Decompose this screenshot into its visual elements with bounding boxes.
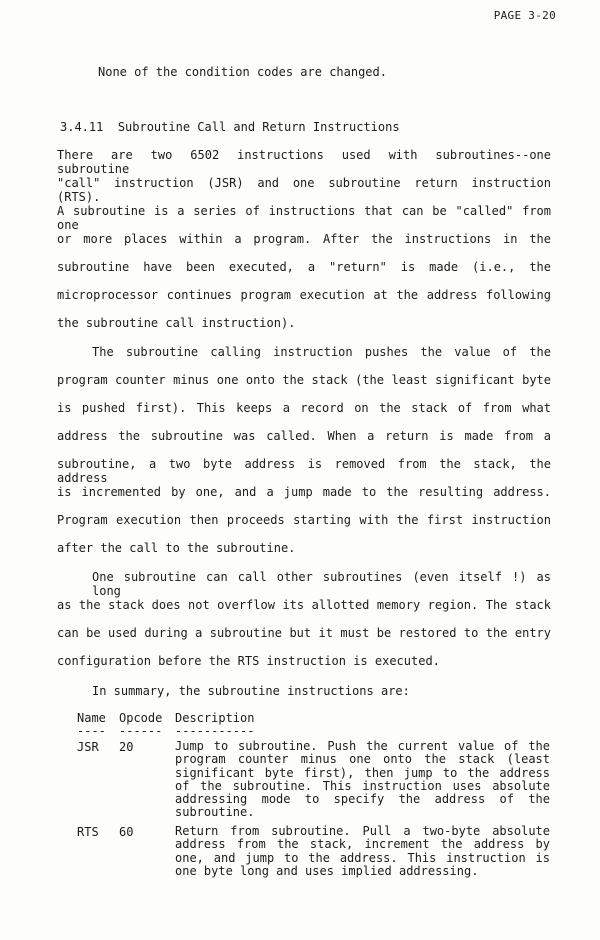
body-line: subroutine have been executed, a "return" is made (i.e., the — [57, 260, 551, 274]
body-line: microprocessor continues program execution at the address following — [57, 288, 551, 302]
summary-line: In summary, the subroutine instructions are: — [92, 684, 410, 698]
body-line: after the call to the subroutine. — [57, 541, 296, 555]
header-description: Description — [175, 711, 255, 725]
body-line: address the subroutine was called. When a return is made from a — [57, 429, 551, 443]
body-line: program counter minus one onto the stack (the least significant byte — [57, 373, 551, 387]
body-line: A subroutine is a series of instructions that can be "called" from one — [57, 204, 551, 232]
body-line: as the stack does not overflow its allotted memory region. The stack — [57, 598, 551, 612]
header-name: Name — [77, 711, 106, 725]
header-description-underline: ----------- — [175, 724, 255, 738]
body-line: or more places within a program. After the instructions in the — [57, 232, 551, 246]
section-number: 3.4.11 — [60, 120, 104, 134]
header-opcode: Opcode — [119, 711, 163, 725]
body-line: subroutine, a two byte address is removed from the stack, the address — [57, 457, 551, 485]
body-line: One subroutine can call other subroutines (even itself !) as long — [92, 570, 551, 598]
header-name-underline: ---- — [77, 724, 106, 738]
body-line: The subroutine calling instruction pushes the value of the — [92, 345, 551, 359]
intro-line: None of the condition codes are changed. — [98, 65, 387, 79]
instruction-name: JSR — [77, 740, 99, 754]
body-line: There are two 6502 instructions used with subroutines--one subroutine — [57, 148, 551, 176]
body-line: Program execution then proceeds starting with the first instruction — [57, 513, 551, 527]
body-line: the subroutine call instruction). — [57, 316, 296, 330]
section-heading — [60, 120, 400, 134]
header-opcode-underline: ------ — [119, 724, 163, 738]
instruction-name: RTS — [77, 825, 99, 839]
instruction-description: Jump to subroutine. Push the current value of the program counter minus one onto the stack (least significant byte first), then jump to the address of the subroutine. This instruction uses absolute addressing mode to specify the address of the subroutine. — [175, 739, 550, 820]
body-line: "call" instruction (JSR) and one subroutine return instruction (RTS). — [57, 176, 551, 204]
instruction-opcode: 60 — [119, 825, 134, 839]
instruction-description: Return from subroutine. Pull a two-byte absolute address from the stack, increment the address by one, and jump to the address. This instruction is one byte long and uses implied addressing. — [175, 824, 550, 878]
body-line: is incremented by one, and a jump made to the resulting address. — [57, 485, 551, 499]
table-header — [77, 711, 557, 739]
instruction-opcode: 20 — [119, 740, 134, 754]
section-title: Subroutine Call and Return Instructions — [117, 120, 400, 134]
body-line: is pushed first). This keeps a record on the stack of from what — [57, 401, 551, 415]
page-number: PAGE 3-20 — [493, 9, 556, 22]
body-line: configuration before the RTS instruction is executed. — [57, 654, 440, 668]
body-line: can be used during a subroutine but it must be restored to the entry — [57, 626, 551, 640]
